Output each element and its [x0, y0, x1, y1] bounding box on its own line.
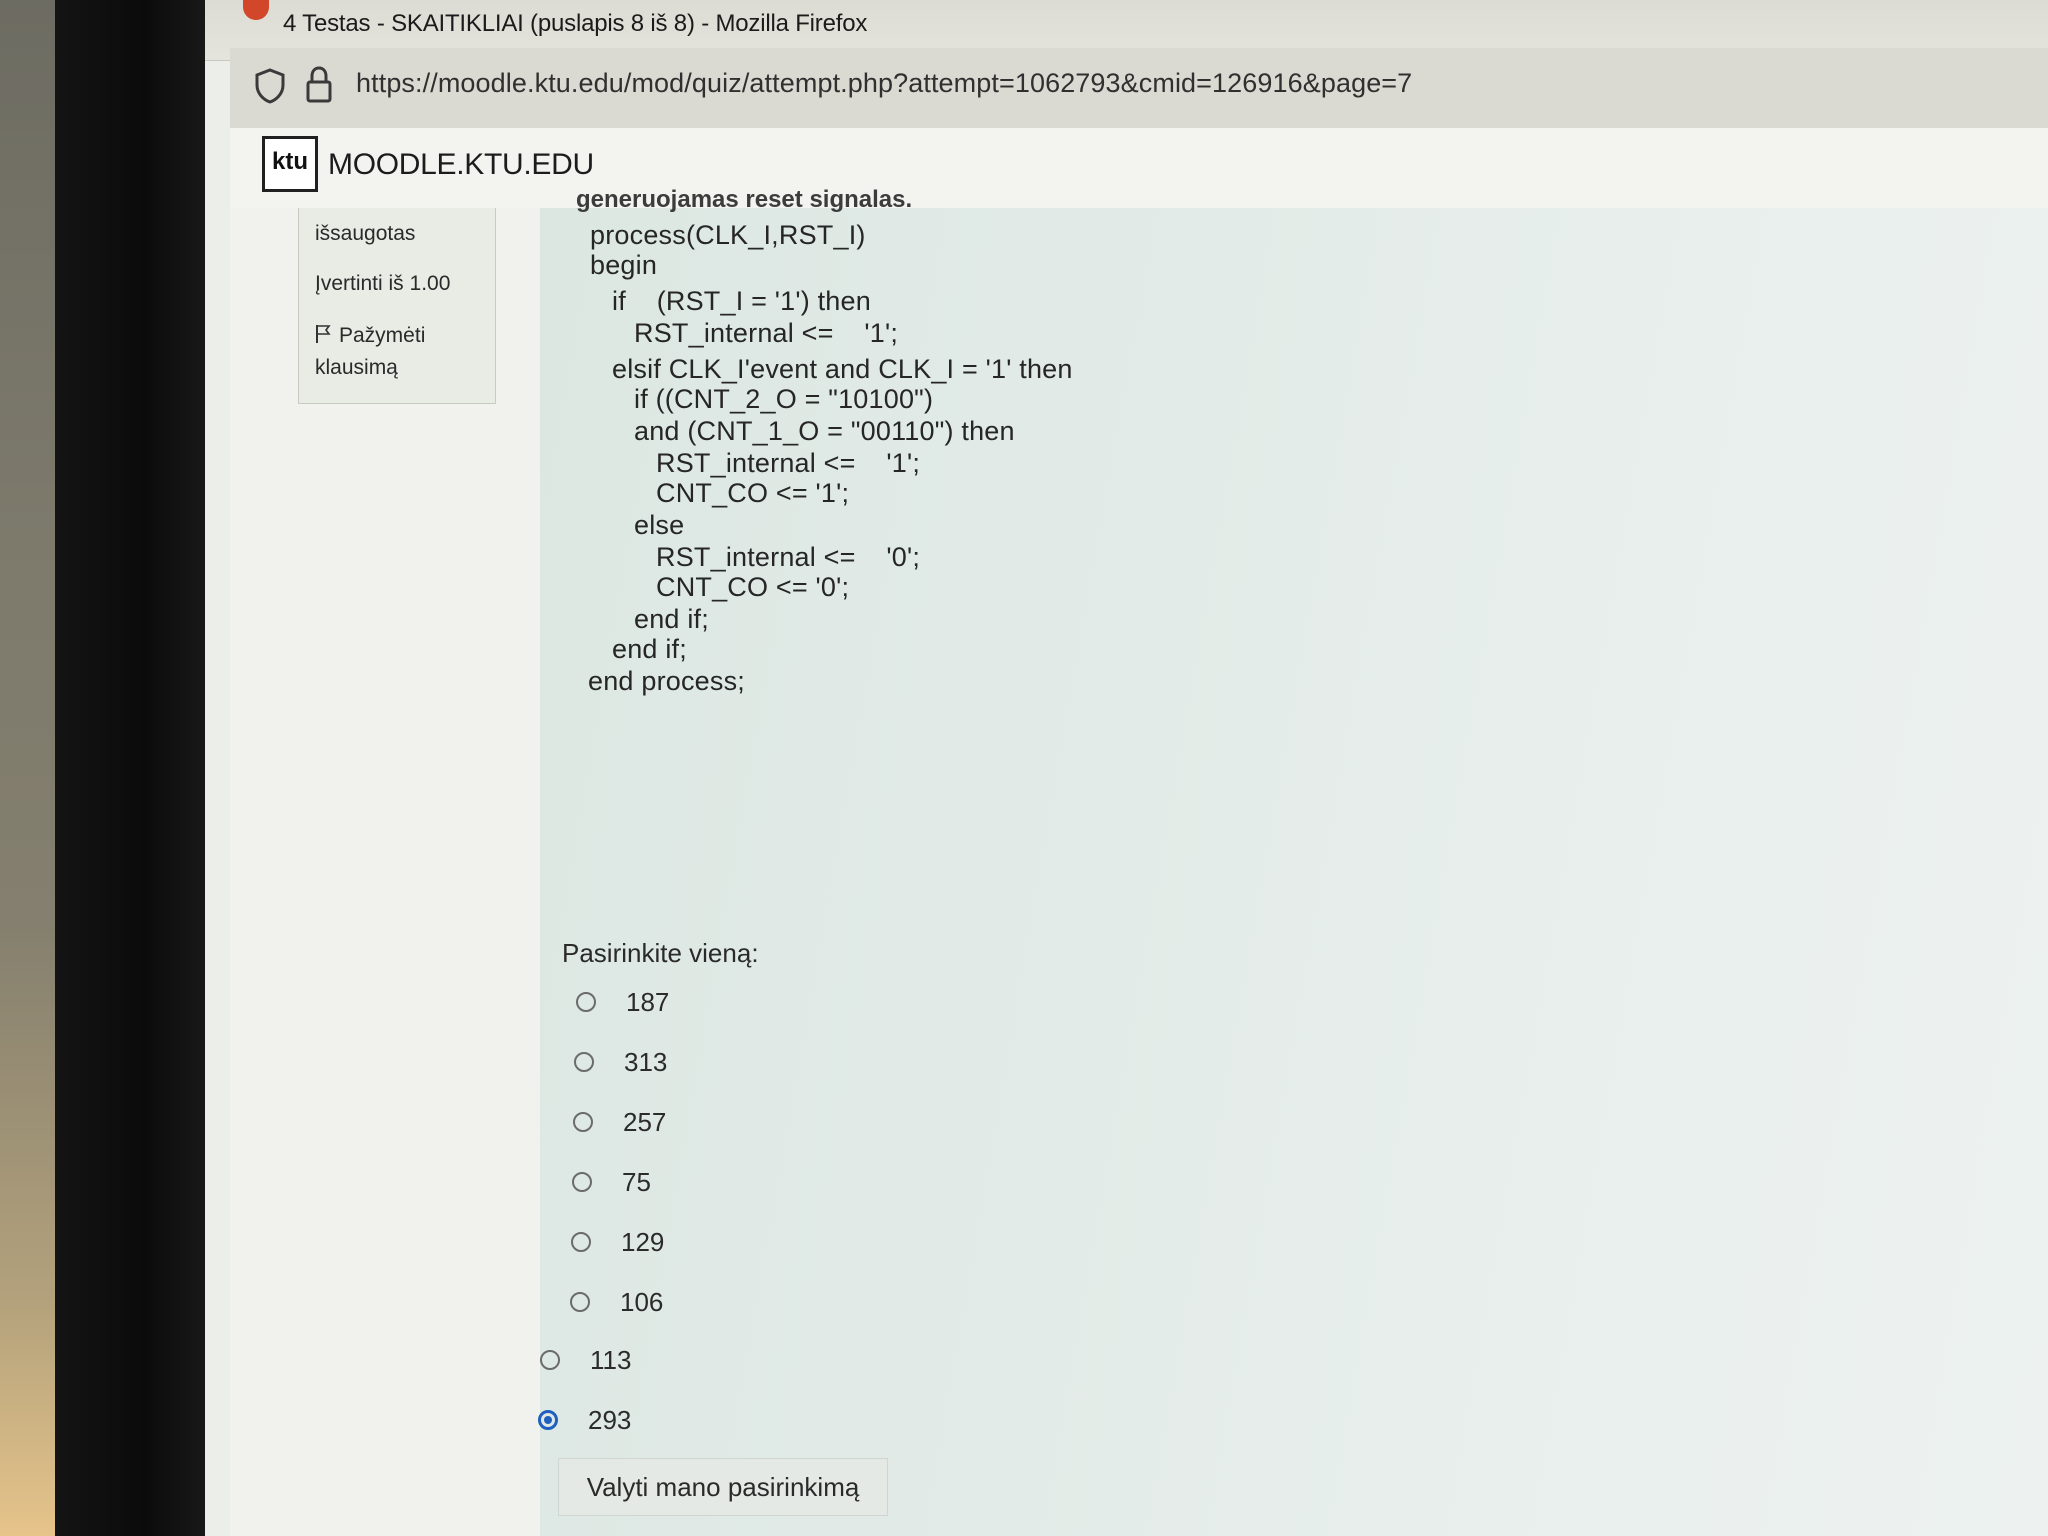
- code-line: else: [634, 510, 685, 540]
- flag-label[interactable]: Pažymėti: [339, 324, 426, 347]
- question-grade: Įvertinti iš 1.00: [315, 272, 451, 295]
- site-name[interactable]: MOODLE.KTU.EDU: [328, 148, 594, 181]
- option-label[interactable]: 113: [590, 1344, 632, 1375]
- code-line: and (CNT_1_O = "00110") then: [634, 416, 1015, 446]
- answer-option[interactable]: [576, 982, 669, 1022]
- answer-option[interactable]: [540, 1340, 631, 1380]
- url-bar[interactable]: [230, 48, 2048, 128]
- code-line: if (RST_I = '1') then: [612, 286, 871, 316]
- question-panel: [540, 186, 2048, 1536]
- radio-button[interactable]: [576, 992, 596, 1012]
- answer-prompt: Pasirinkite vieną:: [562, 938, 759, 968]
- code-line: RST_internal <= '1';: [634, 318, 899, 348]
- radio-button[interactable]: [540, 1350, 560, 1370]
- clear-choice-button[interactable]: Valyti mano pasirinkimą: [558, 1458, 888, 1516]
- answer-option[interactable]: [572, 1162, 651, 1202]
- question-text-partial: generuojamas reset signalas.: [576, 186, 913, 213]
- answer-option[interactable]: [570, 1282, 663, 1322]
- ktu-logo[interactable]: ktu: [262, 136, 318, 192]
- lock-icon[interactable]: [304, 66, 334, 104]
- radio-button[interactable]: [573, 1112, 593, 1132]
- code-line: end if;: [612, 634, 687, 664]
- question-info-box: [298, 208, 496, 404]
- radio-button[interactable]: [572, 1172, 592, 1192]
- screen: [205, 0, 2048, 1536]
- option-label[interactable]: 313: [624, 1046, 668, 1077]
- firefox-icon: [243, 0, 269, 20]
- window-title: 4 Testas - SKAITIKLIAI (puslapis 8 iš 8) - Mozilla Firefox: [283, 10, 868, 37]
- flag-icon[interactable]: [315, 324, 331, 344]
- radio-button[interactable]: [571, 1232, 591, 1252]
- option-label[interactable]: 293: [588, 1404, 632, 1435]
- room-background: [0, 0, 60, 1536]
- code-line: if ((CNT_2_O = "10100"): [634, 384, 934, 414]
- flag-question-link[interactable]: [315, 320, 485, 384]
- radio-button[interactable]: [570, 1292, 590, 1312]
- code-line: end process;: [588, 666, 745, 696]
- page-content: [230, 186, 2048, 1536]
- shield-icon[interactable]: [254, 68, 286, 104]
- option-label[interactable]: 129: [621, 1226, 665, 1257]
- url-text[interactable]: https://moodle.ktu.edu/mod/quiz/attempt.php?attempt=1062793&cmid=126916&page=7: [356, 68, 1413, 98]
- code-line: CNT_CO <= '0';: [656, 572, 850, 602]
- code-line: RST_internal <= '0';: [656, 542, 921, 572]
- answer-option[interactable]: [571, 1222, 664, 1262]
- option-label[interactable]: 75: [622, 1166, 651, 1197]
- answer-options-lower: [540, 1340, 1040, 1530]
- code-line: process(CLK_I,RST_I): [590, 220, 866, 250]
- code-line: RST_internal <= '1';: [656, 448, 921, 478]
- code-line: elsif CLK_I'event and CLK_I = '1' then: [612, 354, 1073, 384]
- option-label[interactable]: 187: [626, 986, 670, 1017]
- site-header: [230, 128, 2048, 209]
- code-line: CNT_CO <= '1';: [656, 478, 850, 508]
- flag-label-line2[interactable]: klausimą: [315, 356, 398, 379]
- radio-button-checked[interactable]: [538, 1410, 558, 1430]
- answer-option-selected[interactable]: [538, 1400, 631, 1440]
- option-label[interactable]: 106: [620, 1286, 664, 1317]
- answer-option[interactable]: [573, 1102, 666, 1142]
- option-label[interactable]: 257: [623, 1106, 667, 1137]
- answer-option[interactable]: [574, 1042, 667, 1082]
- code-line: begin: [590, 250, 658, 280]
- radio-button[interactable]: [574, 1052, 594, 1072]
- question-status: išsaugotas: [315, 222, 416, 245]
- code-line: end if;: [634, 604, 709, 634]
- monitor-bezel: [55, 0, 215, 1536]
